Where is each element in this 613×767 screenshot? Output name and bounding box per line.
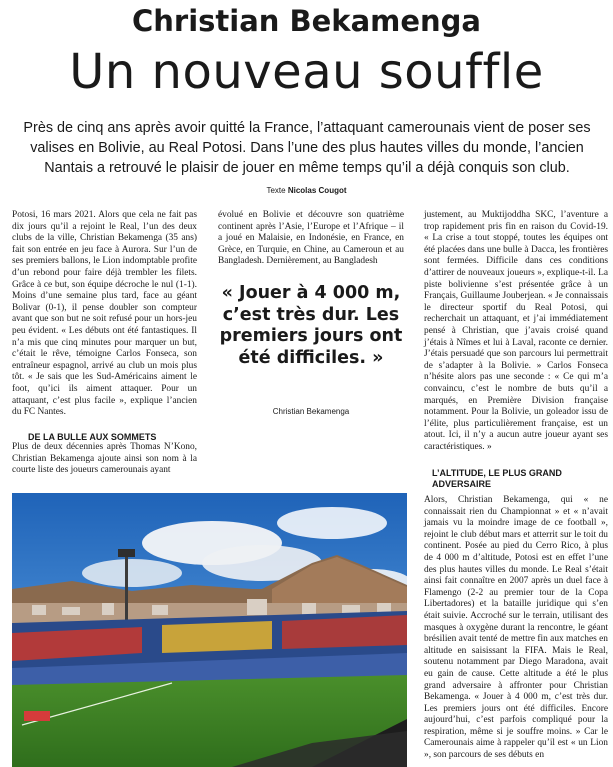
credit-author: Nicolas Cougot — [287, 186, 347, 195]
stand-yellow-seats — [162, 621, 272, 653]
article-headline: Un nouveau souffle — [69, 44, 544, 100]
stadium-photo-drawing — [12, 493, 407, 767]
column-text: Potosi, 16 mars 2021. Alors que cela ne fait pas dix jours qu’il a rejoint le Real, l’un des deux clubs de la ville, Christian Bekamenga (35 ans) fait son entrée en jeu face à Aurora. Sur l’un de ses premiers ballons, le Lion indomptable profite d’un rebond pour faire déjà trembler les filets. Grâce à ce but, son équipe décroche le nul (1-1). Moins d’une semaine plus tard, face au géant Bolivar (0-1), il pense doubler son compteur avant que son but ne soit refusé pour un hors-jeu peu évident. « Les débuts ont été fantastiques. Il n’a mis que cinq minutes pour marquer un but, c’était le rêve, témoigne Carlos Fonseca, son entraîneur espagnol, arrivé au club un mois plus tôt. « Je sais que les Sud-Américains aiment le foot, qu’ici ils aiment attaquer. Pour un attaquant, c’est plus facile », explique l’ancien du FC Nantes. — [12, 210, 197, 418]
pull-quote: « Jouer à 4 000 m, c’est très dur. Les premiers jours ont été difficiles. » — [219, 283, 403, 368]
cloud — [277, 507, 387, 539]
stadium-photo — [12, 493, 407, 767]
article-column-1-continued — [12, 442, 197, 477]
subheading-altitude: L’ALTITUDE, LE PLUS GRAND ADVERSAIRE — [432, 468, 562, 489]
column-text: Plus de deux décennies après Thomas N’Kono, Christian Bekamenga ajoute ainsi son nom à la courte liste des joueurs camerounais ayant — [12, 442, 197, 476]
cloud — [82, 559, 182, 587]
floodlight-pole — [125, 553, 128, 625]
column-text: Alors, Christian Bekamenga, qui « ne connaissait rien du Championnat » et « n’avait jamais vu la moindre image de ce football », rejoint le club début mars et atterrit sur le toit du continent. Posée au pied du Cerro Rico, à plus de 4 000 m d’altitude, Potosi est en effet l’une des plus hautes villes du monde. Le Real s’était ainsi fait connaître en 2007 après un duel face à Flamengo (2-2 au premier tour de la Copa Libertadores) et la bataille juridique qui s’en était suivie. Accroché sur le terrain, utilisant des masques à oxygène durant la rencontre, le géant brésilien avait tenté de mettre fin aux matches en altitude en saisissant la FIFA. Mais le Real, soutenu notamment par Diego Maradona, avait eu gain de cause. Cette altitude a été le plus grand adversaire à affronter pour Christian Bekamenga. « Jouer à 4 000 m, c’est très dur. Les premiers jours ont été difficiles. Encore aujourd’hui, c’est parfois compliqué pour la respiration, même si je souffre moins. » Car le Camerounais aime à rappeler qu’il est « un Lion », son parcours de ses débuts en — [424, 495, 608, 761]
article-column-3 — [424, 210, 608, 453]
player-name: Christian Bekamenga — [131, 4, 482, 38]
article-column-3-continued — [424, 495, 608, 762]
column-text: justement, au Muktijoddha SKC, l’aventure a trop rapidement pris fin en raison du Covid-19. « La crise a tout stoppé, toutes les équipes ont été placées dans une bulle à Dacca, les frontières sont fermées. Difficile dans ces conditions d’attirer de nouveaux joueurs », explique-t-il. La piste bolivienne s’est présentée grâce à un Français, Guillaume Jouberjean. « Je connaissais le directeur sportif du Real Potosi, qui recherchait un attaquant, et j’ai immédiatement pensé à Christian, que j’avais croisé quand j’étais à Nîmes et lui à Laval, raconte ce dernier. J’étais persuadé que son parcours lui permettrait de s’adapter à la Bolivie. » Carlos Fonseca n’hésite alors pas une seconde : « Ce qui m’a convaincu, c’est le nombre de buts qu’il a marqués, en Première Division française notamment. Pour la Bolivie, un goleador issu de l’élite, plus particulièrement française, est un atout. Ici, il n’y a aucun autre joueur ayant ses caractéristiques. » — [424, 210, 608, 452]
pull-quote-attribution: Christian Bekamenga — [272, 407, 350, 416]
floodlight — [118, 549, 135, 557]
article-column-2 — [218, 210, 404, 268]
column-text: évolué en Bolivie et découvre son quatrième continent après l’Asie, l’Europe et l’Afrique – il a joué en Malaisie, en Indonésie, en France, en Grèce, en Turquie, en Chine, au Cameroun et au Bangladesh. Dernièrement, au Bangladesh — [218, 210, 404, 267]
article-column-1 — [12, 210, 197, 419]
bench — [24, 711, 50, 721]
article-lede: Près de cinq ans après avoir quitté la France, l’attaquant camerounais vient de poser ses valises en Bolivie, au Real Potosi. Dans l’une des plus hautes villes du monde, l’ancien Nantais a retrouvé le plaisir de jouer en même temps qu’il a déjà conquis son club. — [23, 120, 591, 176]
subheading-bulle: DE LA BULLE AUX SOMMETS — [28, 432, 157, 442]
author-credit — [0, 186, 613, 195]
credit-label: Texte — [266, 186, 286, 195]
